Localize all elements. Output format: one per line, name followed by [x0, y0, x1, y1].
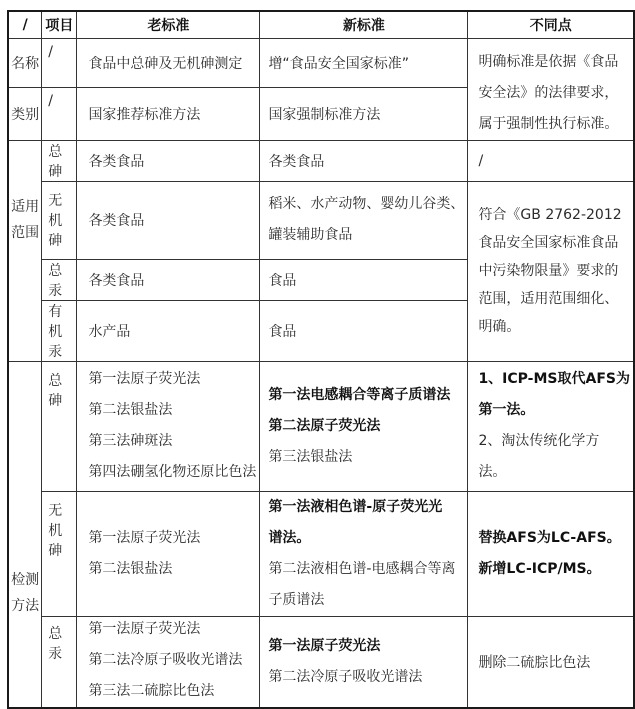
- text-line: 法。: [478, 464, 507, 480]
- text-line: 谱法。: [268, 529, 311, 546]
- header-row: [8, 11, 634, 38]
- text-line: 第一法原子荧光法: [88, 620, 201, 637]
- method-total-arsenic-new: [260, 361, 468, 491]
- scope-organic-mercury-item: 有机汞: [42, 300, 77, 361]
- method-total-mercury-item: 总汞: [42, 616, 77, 708]
- text-line: 稻米、水产动物、婴幼儿谷类、: [268, 196, 465, 212]
- scope-total-arsenic-item: 总砷: [42, 140, 77, 181]
- row-scope-inorganic-arsenic: [8, 181, 634, 259]
- text-line: 范围，适用范围细化、: [478, 291, 619, 307]
- text-line: 替换AFS为LC-AFS。: [478, 529, 621, 546]
- row-name-item: /: [42, 38, 77, 88]
- text-line: 第一法电感耦合等离子质谱法: [268, 386, 451, 403]
- method-inorganic-arsenic-diff: [468, 491, 634, 616]
- text-line: 新增LC-ICP/MS。: [478, 560, 601, 577]
- row-category-item: /: [42, 88, 77, 140]
- scope-total-mercury-new: 食品: [260, 259, 468, 300]
- text-line: 第二法液相色谱-电感耦合等离: [268, 560, 456, 577]
- text-line: 范围: [11, 224, 40, 241]
- cell-diff-name-category: [468, 38, 634, 140]
- header-cell-item: 项目: [42, 11, 77, 38]
- header-cell-new-standard: 新标准: [260, 11, 468, 38]
- text-line: 适用: [11, 198, 40, 215]
- text-line: 第三法砷斑法: [88, 433, 173, 449]
- scope-total-arsenic-new: 各类食品: [260, 140, 468, 181]
- cell-diff-scope-merged: [468, 181, 634, 361]
- method-inorganic-arsenic-new: [260, 491, 468, 616]
- scope-organic-mercury-new: 食品: [260, 300, 468, 361]
- header-cell-slash: /: [8, 11, 42, 38]
- method-total-mercury-old: [77, 616, 260, 708]
- header-cell-difference: 不同点: [468, 11, 634, 38]
- row-name: [8, 38, 634, 88]
- row-category-label: 类别: [8, 88, 42, 140]
- row-method-inorganic-arsenic: [8, 491, 634, 616]
- text-line: 第一法。: [478, 402, 535, 418]
- section-label-scope: [8, 140, 42, 361]
- text-line: 明确标准是依据《食品: [478, 53, 619, 70]
- row-scope-total-arsenic: [8, 140, 634, 181]
- method-total-mercury-diff: 删除二硫腙比色法: [468, 616, 634, 708]
- text-line: 第三法银盐法: [268, 448, 353, 465]
- text-line: 第二法银盐法: [88, 560, 173, 577]
- row-method-total-mercury: [8, 616, 634, 708]
- scope-total-mercury-item: 总汞: [42, 259, 77, 300]
- row-category-old: 国家推荐标准方法: [77, 88, 260, 140]
- scope-inorganic-arsenic-old: 各类食品: [77, 181, 260, 259]
- text-line: 检测: [11, 571, 40, 588]
- scope-inorganic-arsenic-item: 无机砷: [42, 181, 77, 259]
- row-name-new: 增“食品安全国家标准”: [260, 38, 468, 88]
- text-line: 第一法原子荧光法: [268, 637, 381, 654]
- method-total-mercury-new: [260, 616, 468, 708]
- text-line: 符合《GB 2762-2012: [478, 207, 622, 223]
- standards-comparison-table: [7, 10, 635, 709]
- text-line: 第一法原子荧光法: [88, 529, 201, 546]
- header-cell-old-standard: 老标准: [77, 11, 260, 38]
- row-method-total-arsenic: [8, 361, 634, 491]
- method-total-arsenic-item: 总砷: [42, 361, 77, 491]
- text-line: 2、淘汰传统化学方: [478, 433, 600, 449]
- row-name-label: 名称: [8, 38, 42, 88]
- text-line: 子质谱法: [268, 591, 325, 608]
- text-line: 第一法液相色谱-原子荧光光: [268, 498, 443, 515]
- text-line: 明确。: [478, 319, 521, 335]
- text-line: 第三法二硫腙比色法: [88, 682, 215, 699]
- row-category-new: 国家强制标准方法: [260, 88, 468, 140]
- text-line: 第二法原子荧光法: [268, 417, 381, 434]
- scope-organic-mercury-old: 水产品: [77, 300, 260, 361]
- row-name-old: 食品中总砷及无机砷测定: [77, 38, 260, 88]
- scope-inorganic-arsenic-new: [260, 181, 468, 259]
- text-line: 第二法冷原子吸收光谱法: [268, 668, 423, 685]
- text-line: 第二法银盐法: [88, 402, 173, 418]
- text-line: 1、ICP-MS取代AFS为: [478, 371, 630, 387]
- method-total-arsenic-diff: [468, 361, 634, 491]
- text-line: 食品安全国家标准食品: [478, 235, 619, 251]
- text-line: 属于强制性执行标准。: [478, 115, 619, 132]
- method-inorganic-arsenic-item: 无机砷: [42, 491, 77, 616]
- scope-total-mercury-old: 各类食品: [77, 259, 260, 300]
- text-line: 第四法硼氢化物还原比色法: [88, 464, 257, 480]
- scope-total-arsenic-old: 各类食品: [77, 140, 260, 181]
- scope-total-arsenic-diff: /: [468, 140, 634, 181]
- text-line: 第二法冷原子吸收光谱法: [88, 651, 243, 668]
- method-total-arsenic-old: [77, 361, 260, 491]
- section-label-method: [8, 361, 42, 708]
- text-line: 安全法》的法律要求，: [478, 84, 619, 101]
- text-line: 中污染物限量》要求的: [478, 263, 619, 279]
- method-inorganic-arsenic-old: [77, 491, 260, 616]
- text-line: 方法: [11, 597, 40, 614]
- text-line: 罐装辅助食品: [268, 227, 353, 243]
- text-line: 第一法原子荧光法: [88, 371, 201, 387]
